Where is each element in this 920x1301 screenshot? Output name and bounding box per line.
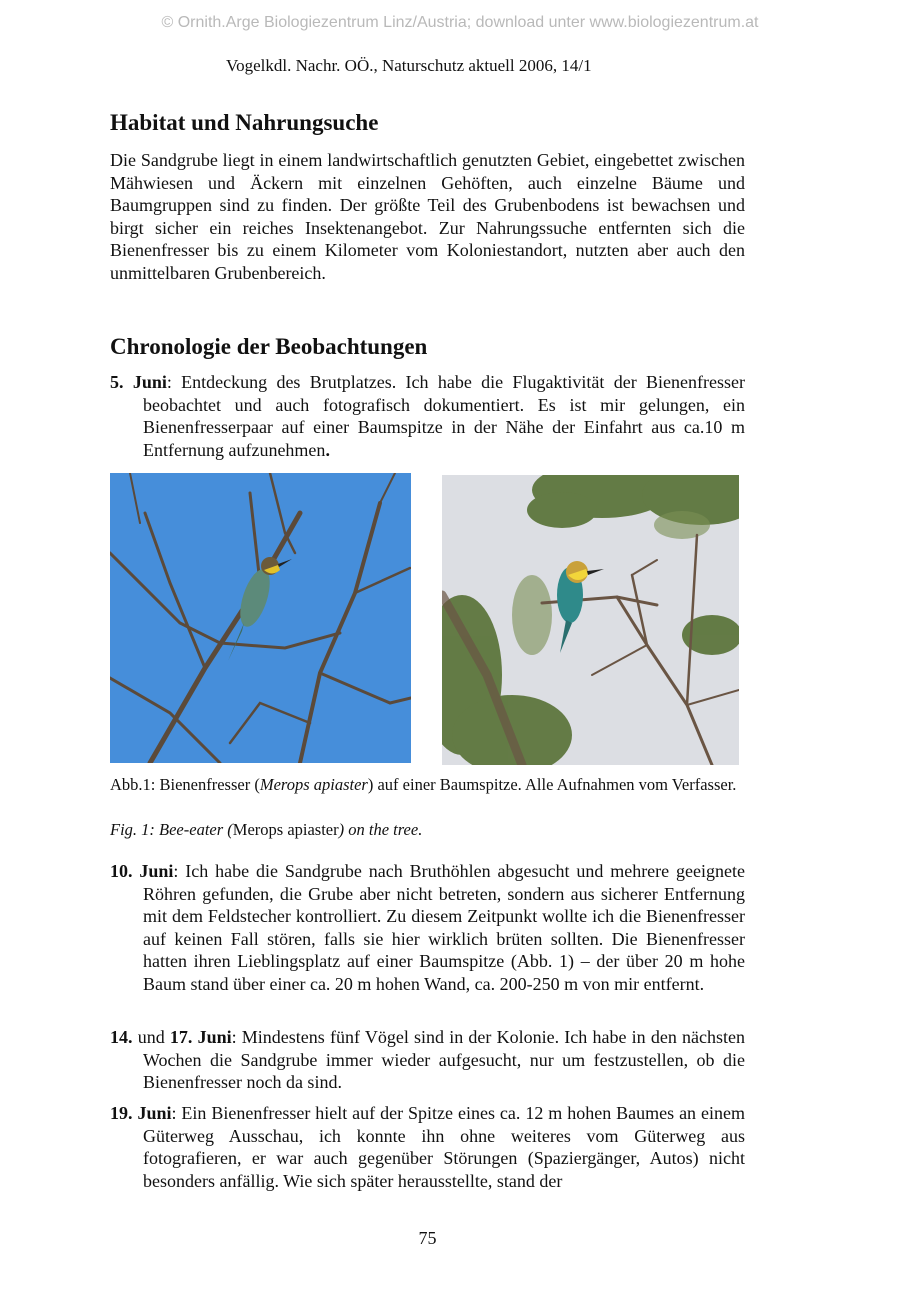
caption-species: Merops apiaster (259, 775, 368, 794)
entry-5-juni (110, 371, 745, 461)
caption-text: Fig. 1: Bee-eater ( (110, 820, 233, 839)
entry-date: 17. Juni (169, 1027, 232, 1047)
entry-date: 5. Juni (110, 372, 167, 392)
caption-text: Abb.1: Bienenfresser ( (110, 775, 260, 794)
habitat-paragraph: Die Sandgrube liegt in einem landwirtschaftlich genutzten Gebiet, eingebettet zwischen Mähwiesen und Äckern mit einzelnen Gehöften, auch einzelne Bäume und Baumgruppen sind zu finden. Der größte Teil des Grubenbodens ist bewachsen und birgt sicher ein reiches Insektenangebot. Zur Nahrungssuche entfernten sich die Bienenfresser bis zu einem Kilometer vom Koloniestandort, nutzten aber auch den unmittelbaren Grubenbereich. (110, 150, 745, 283)
entry-text: : Ich habe die Sandgrube nach Bruthöhlen abgesucht und mehrere geeignete Röhren gefunden, die Grube aber nicht betreten, sondern aus sicherer Entfernung mit dem Feldstecher kontrolliert. Zu diesem Zeitpunkt wollte ich die Bienenfresser auf keinen Fall stören, falls sie hier wirklich brüten sollten. Die Bienenfresser hatten ihren Lieblingsplatz auf einer Baumspitze (Abb. 1) – der über 20 m hohe Baum stand über einer ca. 20 m hohen Wand, ca. 200-250 m von mir entfernt. (143, 861, 745, 994)
entry-text: : Ein Bienenfresser hielt auf der Spitze eines ca. 12 m hohen Baumes an einem Güterweg Ausschau, ich konnte ihn ohne weiteres vom Güterweg aus fotografieren, er war auch gegenüber Störungen (Spaziergänger, Autos) nicht besonders anfällig. Wie sich später herausstellte, stand der (143, 1103, 745, 1191)
section-heading-chronologie: Chronologie der Beobachtungen (110, 334, 428, 359)
entry-date: 10. Juni (110, 861, 174, 881)
entry-14-17-juni (110, 1026, 745, 1094)
figure-caption-german (110, 775, 750, 795)
photo-bee-eater-grey-sky (442, 475, 739, 765)
copyright-watermark: © Ornith.Arge Biologiezentrum Linz/Austria; download unter www.biologiezentrum.at (161, 14, 759, 31)
caption-text: ) on the tree. (338, 820, 423, 839)
figure-caption-english (110, 820, 422, 840)
caption-text: ) auf einer Baumspitze. Alle Aufnahmen vom Verfasser. (367, 775, 737, 794)
entry-end: . (325, 439, 330, 460)
entry-date: 14. (110, 1027, 133, 1047)
section-heading-habitat: Habitat und Nahrungsuche (110, 110, 379, 135)
entry-text: : Mindestens fünf Vögel sind in der Kolonie. Ich habe in den nächsten Wochen die Sandgrube immer wieder aufgesucht, nur um festzustellen, ob die Bienenfresser noch da sind. (143, 1027, 745, 1093)
running-head: Vogelkdl. Nachr. OÖ., Naturschutz aktuell 2006, 14/1 (226, 56, 592, 75)
photo-bee-eater-blue-sky (110, 473, 411, 763)
entry-date: 19. Juni (110, 1103, 172, 1123)
entry-connector: und (132, 1027, 170, 1047)
entry-10-juni (110, 860, 745, 996)
entry-text: : Entdeckung des Brutplatzes. Ich habe die Flugaktivität der Bienenfresser beobachtet und auch fotografisch dokumentiert. Es ist mir gelungen, ein Bienenfresserpaar auf einer Baumspitze in der Nähe der Einfahrt aus ca.10 m Entfernung aufzunehmen (143, 372, 745, 460)
page-number: 75 (418, 1228, 437, 1248)
entry-19-juni (110, 1102, 745, 1192)
caption-species: Merops apiaster (232, 820, 339, 839)
